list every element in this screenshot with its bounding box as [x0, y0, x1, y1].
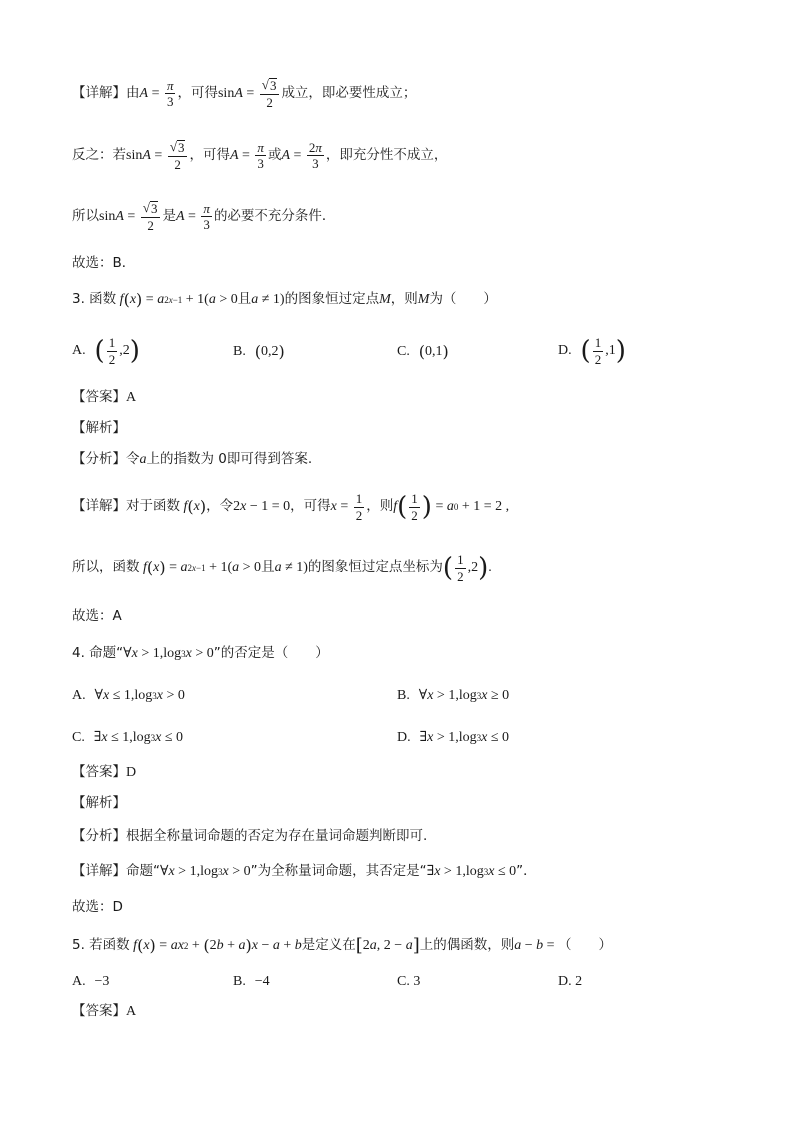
q4-stem: 4. 命题“ ∀ x > 1,log 3 x > 0 ”的否定是（ ） [72, 645, 329, 662]
q4-answer: 【答案】 D [72, 764, 137, 781]
q4-option-a: A. ∀ x ≤ 1,log 3 x > 0 [72, 687, 185, 703]
q5-option-a: A. −3 [72, 974, 110, 989]
q4-choice: 故选：D [72, 899, 123, 915]
q3-answer: 【答案】 A [72, 389, 137, 406]
q3-option-b: B. ( 0,2 ) [233, 342, 285, 361]
q4-analysis-tag: 【解析】 [72, 795, 126, 811]
q3-choice: 故选：A [72, 608, 122, 624]
detail-tag: 【详解】 [72, 84, 126, 101]
q2-detail-line: 【详解】 由 A = $\frac{\pi}{3}$ ，可得 sin A = √ 3 2 成立，即必要性成立； [72, 77, 417, 110]
q2-converse-line: 反之：若 sin A = √ 3 2 ，可得 A = $\frac{\pi}{3}$ 或 A = $\frac{2\pi}{3}$ ，即充分性不成立， [72, 139, 448, 172]
q3-conclusion: 所以，函数 f ( x ) = a 2x−1 + 1( a > 0 且 a ≠ 1) 的图象恒过定点坐标为 ( $\frac{1}{2}$ ,2 ) . [72, 552, 492, 584]
q3-fenxi: 【分析】 令 a 上的指数为 0即可得到答案. [72, 451, 313, 468]
q3-option-c: C. ( 0,1 ) [397, 342, 449, 361]
q3-stem: 3. 函数 f ( x ) = a 2x−1 + 1( a > 0 且 a ≠ 1) 的图象恒过定点 M ，则 M 为（ ） [72, 290, 497, 309]
q3-detail: 【详解】 对于函数 f ( x ) ，令 2 x − 1 = 0 ，可得 x = $\frac{1}{2}$ ，则 f ( $\frac{1}{2}$ ) = a 0 + 1 = 2 , [72, 491, 510, 523]
q3-analysis-tag: 【解析】 [72, 420, 126, 436]
q5-option-c: C. 3 [397, 974, 421, 989]
q4-fenxi: 【分析】 根据全称量词命题的否定为存在量词命题判断即可. [72, 828, 428, 844]
q2-choice: 故选：B． [72, 255, 136, 271]
q3-option-d: D. ( $\frac{1}{2}$ ,1 ) [558, 335, 626, 367]
q4-detail: 【详解】 命题“ ∀ x > 1,log 3 x > 0 ”为全称量词命题，其否定是“ ∃ x > 1,log 3 x ≤ 0 ”． [72, 863, 537, 880]
q4-option-d: D. ∃ x > 1,log 3 x ≤ 0 [397, 729, 510, 745]
q4-option-c: C. ∃ x ≤ 1,log 3 x ≤ 0 [72, 729, 184, 745]
q5-option-b: B. −4 [233, 974, 270, 989]
q5-answer: 【答案】 A [72, 1003, 137, 1020]
q5-stem: 5. 若函数 f ( x ) = ax 2 + ( 2 b + a ) x − a + b 是定义在 [ 2 a , 2 − a ] 上的偶函数，则 a − b = （ ） [72, 935, 613, 956]
q4-option-b: B. ∀ x > 1,log 3 x ≥ 0 [397, 687, 510, 703]
q3-option-a: A. ( $\frac{1}{2}$ ,2 ) [72, 335, 140, 367]
q5-option-d: D. 2 [558, 974, 583, 989]
q2-conclusion-line: 所以 sin A = √ 3 2 是 A = $\frac{\pi}{3}$ 的必要不充分条件． [72, 200, 336, 233]
